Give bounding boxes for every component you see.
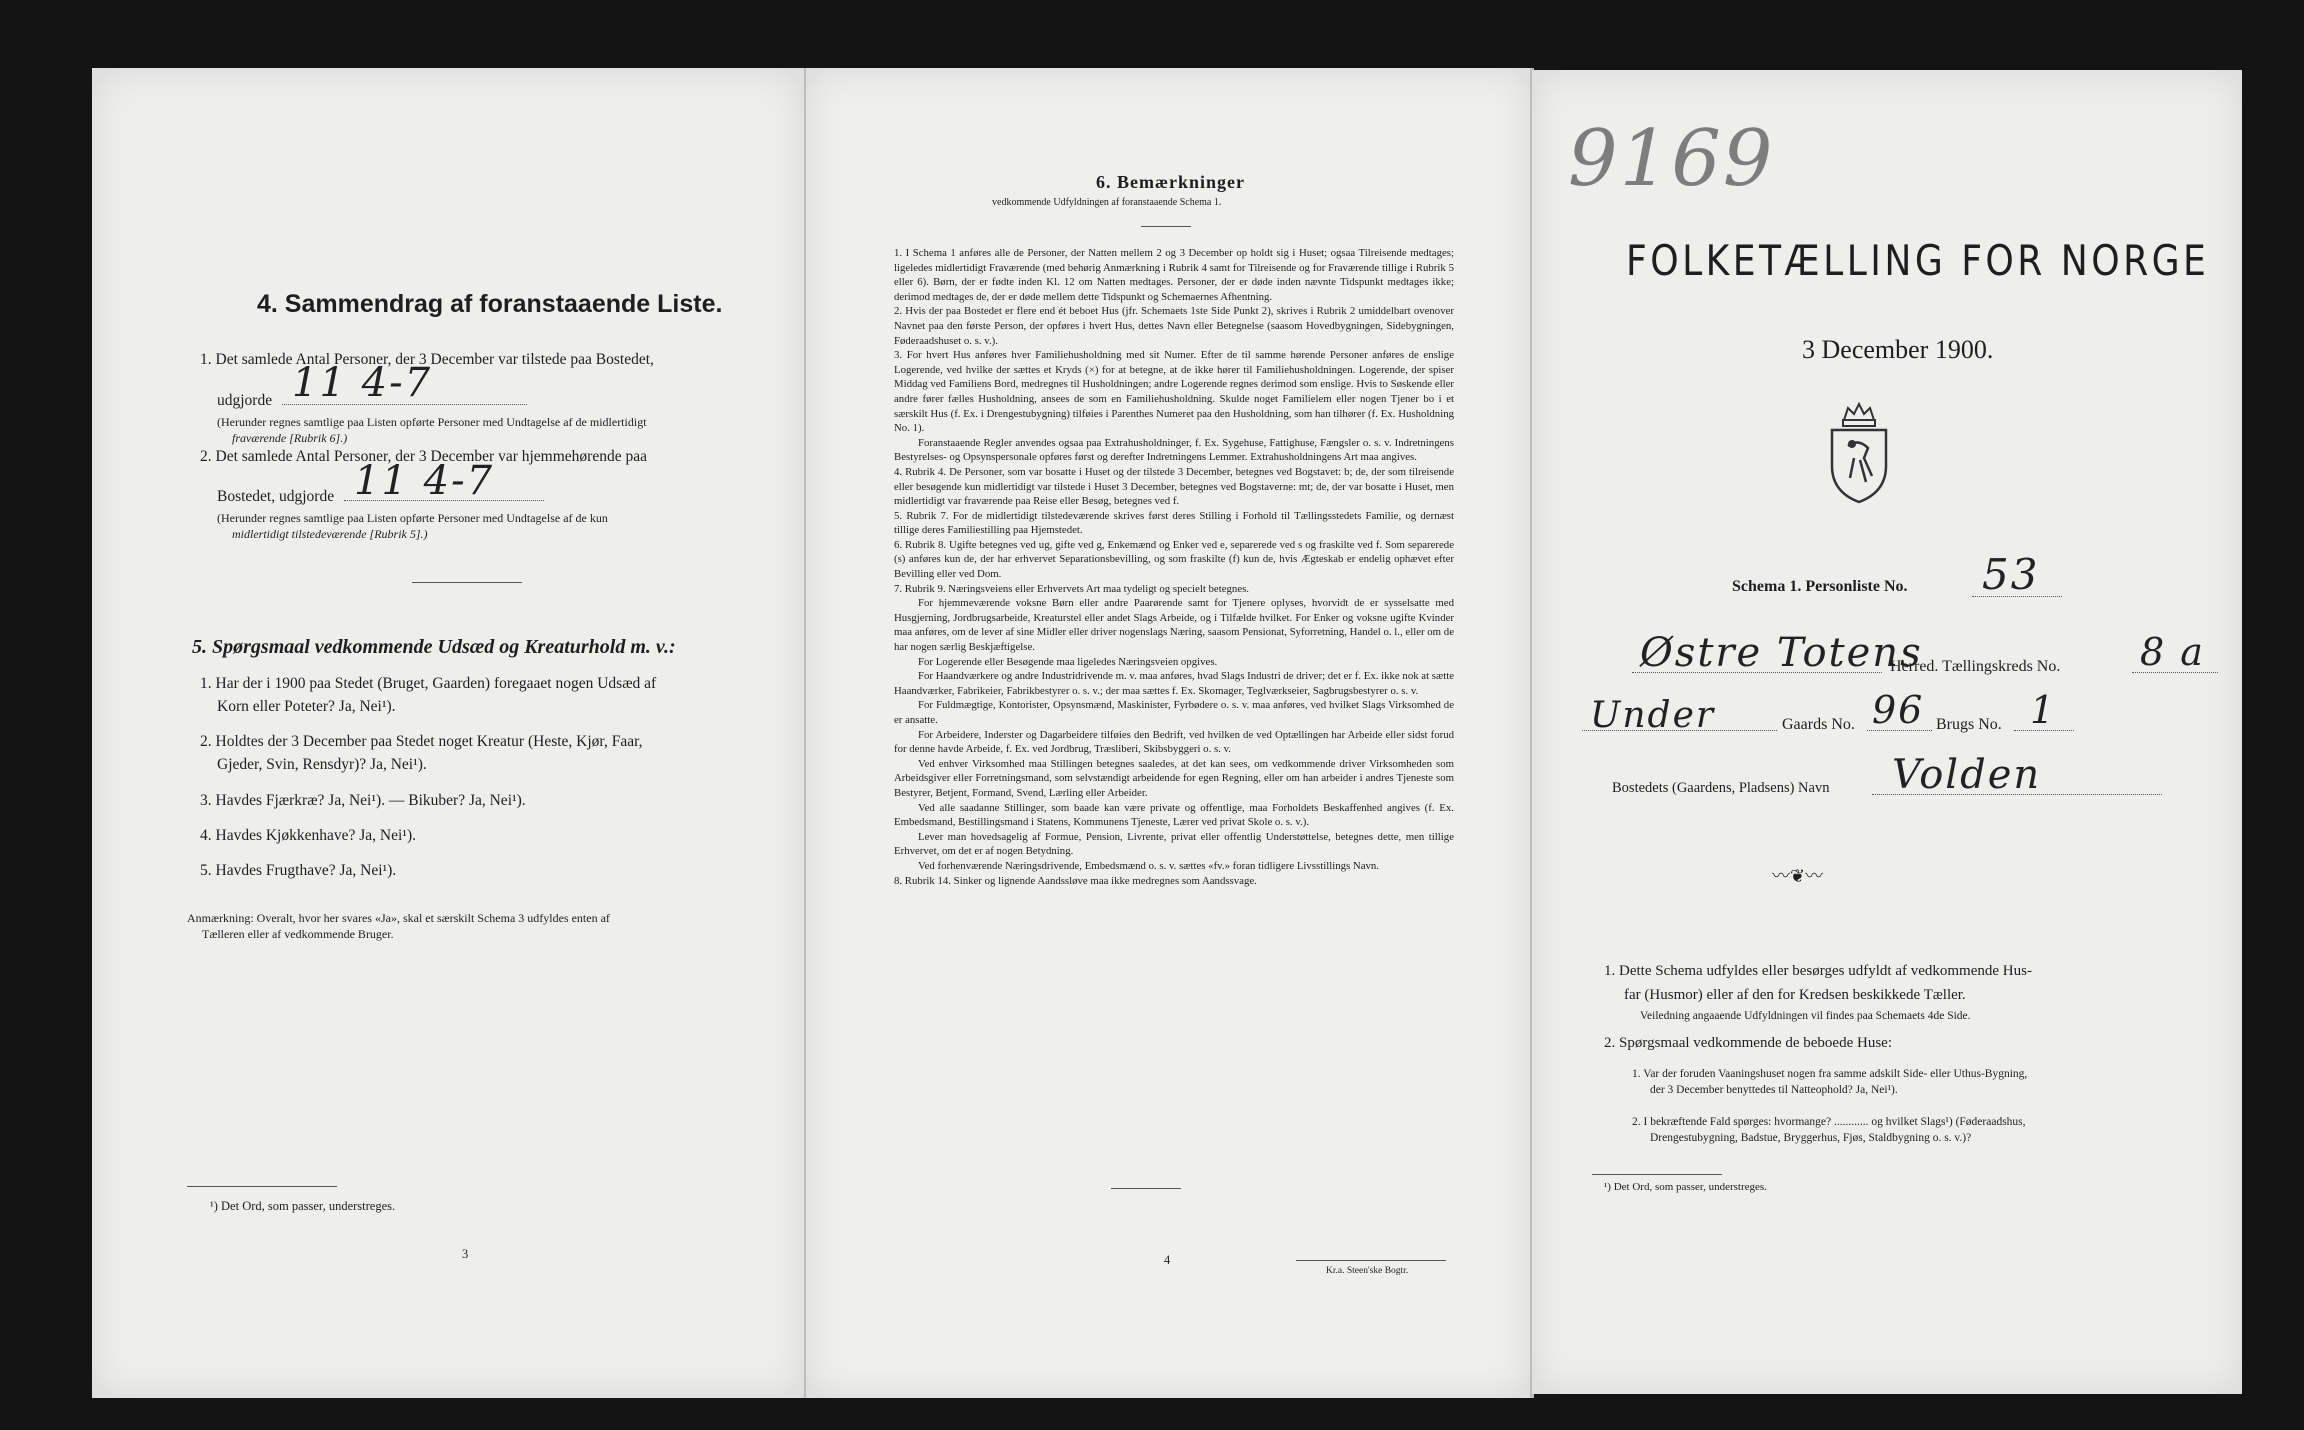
- herred-value: Østre Totens: [1640, 630, 1923, 676]
- personliste-number: 53: [1982, 550, 2040, 599]
- brugs-label: Brugs No.: [1936, 716, 2002, 733]
- section-5-title: 5. Spørgsmaal vedkommende Udsæd og Kreaturhold m. v.:: [192, 636, 676, 658]
- q2-note1: (Herunder regnes samtlige paa Listen opførte Personer med Undtagelse af de kun: [217, 511, 608, 525]
- q2-handwritten-value: 11 4-7: [354, 458, 495, 504]
- section-4-title: 4. Sammendrag af foranstaaende Liste.: [257, 290, 723, 318]
- s5-q1a: 1. Har der i 1900 paa Stedet (Bruget, Gaarden) foregaaet nogen Udsæd af: [200, 675, 657, 692]
- under-value: Under: [1590, 695, 1716, 736]
- archive-number: 9169: [1568, 114, 1775, 204]
- bosted-label: Bostedets (Gaardens, Pladsens) Navn: [1612, 780, 1830, 796]
- remark-item: For hjemmeværende voksne Børn eller andre Paarørende samt for Tjenere oplyses, hvorvidt de er sysselsatte med Husgjerning, Jordbrugsarbeide, Kreaturstel eller andet Slags Arbeide, og i Tilfælde hvilket. For Enker og voksne ugifte Kvinder maa anføres, om de lever af sine Midler eller driver nogenslags Næring, saasom Pensionat, Syforretning, Handel o. l., eller om de har nogen særlig Beskjæftigelse.: [894, 597, 1454, 654]
- page-number: 3: [462, 1247, 469, 1261]
- q2-label: Bostedet, udgjorde: [217, 488, 335, 505]
- instruction-2-1b: der 3 December benyttedes til Natteophold? Ja, Nei¹).: [1650, 1084, 1898, 1096]
- remarks-subtitle: vedkommende Udfyldningen af foranstaaende Schema 1.: [992, 197, 1222, 208]
- q2-note2: midlertidigt tilstedeværende [Rubrik 5].): [232, 527, 428, 541]
- instruction-1a: 1. Dette Schema udfyldes eller besørges udfyldt af vedkommende Hus-: [1604, 963, 2032, 979]
- remark-item: For Logerende eller Besøgende maa ligeledes Næringsveien opgives.: [918, 655, 1218, 668]
- remark-item: For Arbeidere, Inderster og Dagarbeidere tilføies den Bedrift, ved hvilken de ved Optællingen har Arbeide eller sidst forud for denne havde Arbeide, f. Ex. ved Jordbrug, Træsliberi, Skibsbyggeri o. s. v.: [894, 728, 1454, 756]
- q2-text: 2. Det samlede Antal Personer, der 3 December var hjemmehørende paa: [200, 448, 647, 465]
- q1-handwritten-value: 11 4-7: [292, 360, 433, 406]
- remark-item: 7. Rubrik 9. Næringsveiens eller Erhvervets Art maa tydeligt og specielt betegnes.: [894, 582, 1250, 595]
- s5-q5: 5. Havdes Frugthave? Ja, Nei¹).: [200, 862, 397, 879]
- census-date: 3 December 1900.: [1802, 335, 1994, 364]
- footnote-rule: [1592, 1174, 1722, 1175]
- remark-item: 6. Rubrik 8. Ugifte betegnes ved ug, gifte ved g, Enkemænd og Enker ved e, separerede ved s og fraskilte ved f. Som separerede (s) anføres kun de, der har erhvervet Separationsbevilling, og som fraskilte (f) kun de, hvis Ægteskab er endelig ophævet efter Bevilling eller ved Dom.: [894, 538, 1454, 581]
- end-rule: [1111, 1188, 1181, 1189]
- divider: [412, 582, 522, 583]
- remark-item: 4. Rubrik 4. De Personer, som var bosatte i Huset og der tilstede 3 December, betegnes ved Bogstavet: b; de, der som tilreisende eller besøgende kun midlertidigt var tilstede i Huset 3 December, betegnes ved Bogstaverne: mt; de, der var bosatte i Huset, men midlertidigt var fraværende paa Reise eller Besøg, betegnes ved f.: [894, 465, 1454, 508]
- remark-item: 1. I Schema 1 anføres alle de Personer, der Natten mellem 2 og 3 December op holdt sig i Huset; ogsaa Tilreisende medtages; ligeledes midlertidigt Fraværende (med behørig Anmærkning i Rubrik 4 samt for Tilreisende og for Fraværende tillige i Rubrik 5 eller 6). Børn, der er fødte inden Kl. 12 om Natten medtages. Personer, der er døde inden nævnte Tidspunkt medtages ikke; derimod medtages de, der er døde mellem dette Tidspunkt og Schemaernes Afhentning.: [894, 247, 1454, 303]
- remark-item: 3. For hvert Hus anføres hver Familiehusholdning med sit Numer. Efter de til samme hørende Personer anføres de enslige Logerende, ved hvilke der sættes et Kryds (×) for at betegne, at de ikke hører til Familiehusholdningen. Logerende, der spiser Middag ved Familiens Bord, medregnes til Husholdningen; andre Logerende regnes derimod som enslige. Hvis to Søskende eller andre fører fælles Husholdning, ansees de som en Familiehusholdning. Skulde noget Familielem eller nogen Tjener bo i et særskilt Hus (f. Ex. i Drengestubygning) tilføies i Parenthes Numeret paa den Husholdning, som han tilhører (f. Ex. Husholdning No. 1).: [894, 349, 1454, 435]
- remark-item: 5. Rubrik 7. For de midlertidigt tilstedeværende skrives først deres Stilling i Forhold til Tællingsstedets Familie, og dernæst tillige deres Familiestilling paa Hjemstedet.: [894, 509, 1454, 537]
- q1-label: udgjorde: [217, 392, 273, 409]
- instruction-2-2b: Drengestubygning, Badstue, Bryggerhus, Fjøs, Staldbygning o. s. v.)?: [1650, 1132, 1972, 1144]
- remark-item: For Haandværkere og andre Industridrivende m. v. maa anføres, hvad Slags Industri de driver; det er f. Ex. ikke nok at sætte Haandværker, Fabrikeier, Fabrikbestyrer o. s. v.; der maa sættes f. Ex. Skomager, Teglværkseier, Sagbrugsbestyrer o. s. v.: [894, 670, 1454, 697]
- remarks-title: 6. Bemærkninger: [1096, 172, 1245, 192]
- bosted-value: Volden: [1892, 752, 2042, 798]
- remark-item: Lever man hovedsagelig af Formue, Pension, Livrente, privat eller offentlig Understøttelse, betegnes dette, men tillige Erhvervet, om det er af nogen Betydning.: [894, 830, 1454, 858]
- page-1-cover: [1532, 70, 2242, 1394]
- herred-label: Herred. Tællingskreds No.: [1890, 658, 2061, 675]
- printer-rule: [1296, 1260, 1446, 1261]
- remark-item: Ved alle saadanne Stillinger, som baade kan være private og offentlige, maa Forholdets Beskaffenhed angives (f. Ex. Embedsmand, Bestillingsmand i Statens, Kommunens Tjeneste, Lærer ved privat Skole o. s. v.).: [894, 801, 1454, 829]
- s5-q2b: Gjeder, Svin, Rensdyr)? Ja, Nei¹).: [217, 756, 427, 773]
- page-3-summary: [92, 68, 804, 1398]
- gaards-label: Gaards No.: [1782, 716, 1855, 733]
- schema-label: Schema 1. Personliste No.: [1732, 578, 1908, 595]
- instruction-2-2a: 2. I bekræftende Fald spørges: hvormange? ............ og hvilket Slags¹) (Føderaadshus,: [1632, 1116, 2026, 1128]
- footnote: ¹) Det Ord, som passer, understreges.: [1604, 1181, 1767, 1193]
- instruction-2: 2. Spørgsmaal vedkommende de beboede Huse:: [1604, 1035, 1892, 1051]
- remark-item: 8. Rubrik 14. Sinker og lignende Aandssløve maa ikke medregnes som Aandssvage.: [894, 874, 1257, 887]
- s5-q4: 4. Havdes Kjøkkenhave? Ja, Nei¹).: [200, 827, 416, 844]
- remark-line2: Tælleren eller af vedkommende Bruger.: [202, 927, 394, 941]
- brugs-value: 1: [2030, 688, 2057, 732]
- remarks-list: [894, 246, 1454, 888]
- remark-line1: Anmærkning: Overalt, hvor her svares «Ja», skal et særskilt Schema 3 udfyldes enten af: [187, 911, 610, 925]
- footnote: ¹) Det Ord, som passer, understreges.: [210, 1199, 396, 1213]
- instruction-1c: Veiledning angaaende Udfyldningen vil findes paa Schemaets 4de Side.: [1640, 1010, 1971, 1022]
- page-number: 4: [1164, 1253, 1171, 1267]
- main-title: FOLKETÆLLING FOR NORGE: [1626, 236, 2210, 285]
- title-rule: [1141, 226, 1191, 227]
- page-4-remarks: [806, 68, 1530, 1398]
- s5-q3: 3. Havdes Fjærkræ? Ja, Nei¹). — Bikuber? Ja, Nei¹).: [200, 792, 526, 809]
- remark-item: 2. Hvis der paa Bostedet er flere end ét beboet Hus (jfr. Schemaets 1ste Side Punkt 2), skrives i Rubrik 2 umiddelbart ovenover Navnet paa den første Person, der opføres i hvert Hus, dettes Navn eller Betegnelse (saasom Hovedbygningen, Sidebygningen, Føderaadshuset o. s. v.).: [894, 305, 1454, 347]
- q1-note2: fraværende [Rubrik 6].): [232, 431, 348, 445]
- q1-note1: (Herunder regnes samtlige paa Listen opførte Personer med Undtagelse af de midlertidigt: [217, 415, 647, 429]
- q1-text: 1. Det samlede Antal Personer, der 3 December var tilstede paa Bostedet,: [200, 351, 654, 368]
- remark-item: Ved forhenværende Næringsdrivende, Embedsmænd o. s. v. sættes «fv.» foran tidligere Livsstillings Navn.: [918, 859, 1379, 872]
- remark-item: Ved enhver Virksomhed maa Stillingen betegnes saaledes, at det kan sees, om vedkommende driver Virksomheden som Arbeidsgiver eller Forretningsmand, som selvstændigt arbeidende for egen Regning, eller om han arbeider i andres Tjeneste som Bestyrer, Betjent, Formand, Svend, Lærling eller Arbeider.: [894, 757, 1454, 799]
- kreds-value: 8 a: [2140, 630, 2205, 674]
- s5-q1b: Korn eller Poteter? Ja, Nei¹).: [217, 698, 396, 715]
- instruction-2-1a: 1. Var der foruden Vaaningshuset nogen fra samme adskilt Side- eller Uthus-Bygning,: [1632, 1068, 2028, 1080]
- ornament-icon: 〰❦〰: [1772, 866, 1824, 886]
- remark-item: For Fuldmægtige, Kontorister, Opsynsmænd, Maskinister, Fyrbødere o. s. v. maa anføres, ved hvilket Slags Virksomhed de er ansatte.: [894, 699, 1454, 726]
- printer-mark: Kr.a. Steen'ske Bogtr.: [1326, 1266, 1409, 1276]
- gaards-value: 96: [1872, 688, 1925, 732]
- s5-q2a: 2. Holdtes der 3 December paa Stedet noget Kreatur (Heste, Kjør, Faar,: [200, 733, 643, 750]
- footnote-rule: [187, 1186, 337, 1187]
- instruction-1b: far (Husmor) eller af den for Kredsen beskikkede Tæller.: [1624, 987, 1966, 1003]
- remark-item: Foranstaaende Regler anvendes ogsaa paa Extrahusholdninger, f. Ex. Sygehuse, Fattighuse, Fængsler o. s. v. Indretningens Bestyrelses- og Opsynspersonale opføres først og derefter Indretningens Lemmer. Extrahusholdningens Art maa angives.: [894, 436, 1454, 464]
- norway-coat-of-arms-icon: [1824, 402, 1894, 504]
